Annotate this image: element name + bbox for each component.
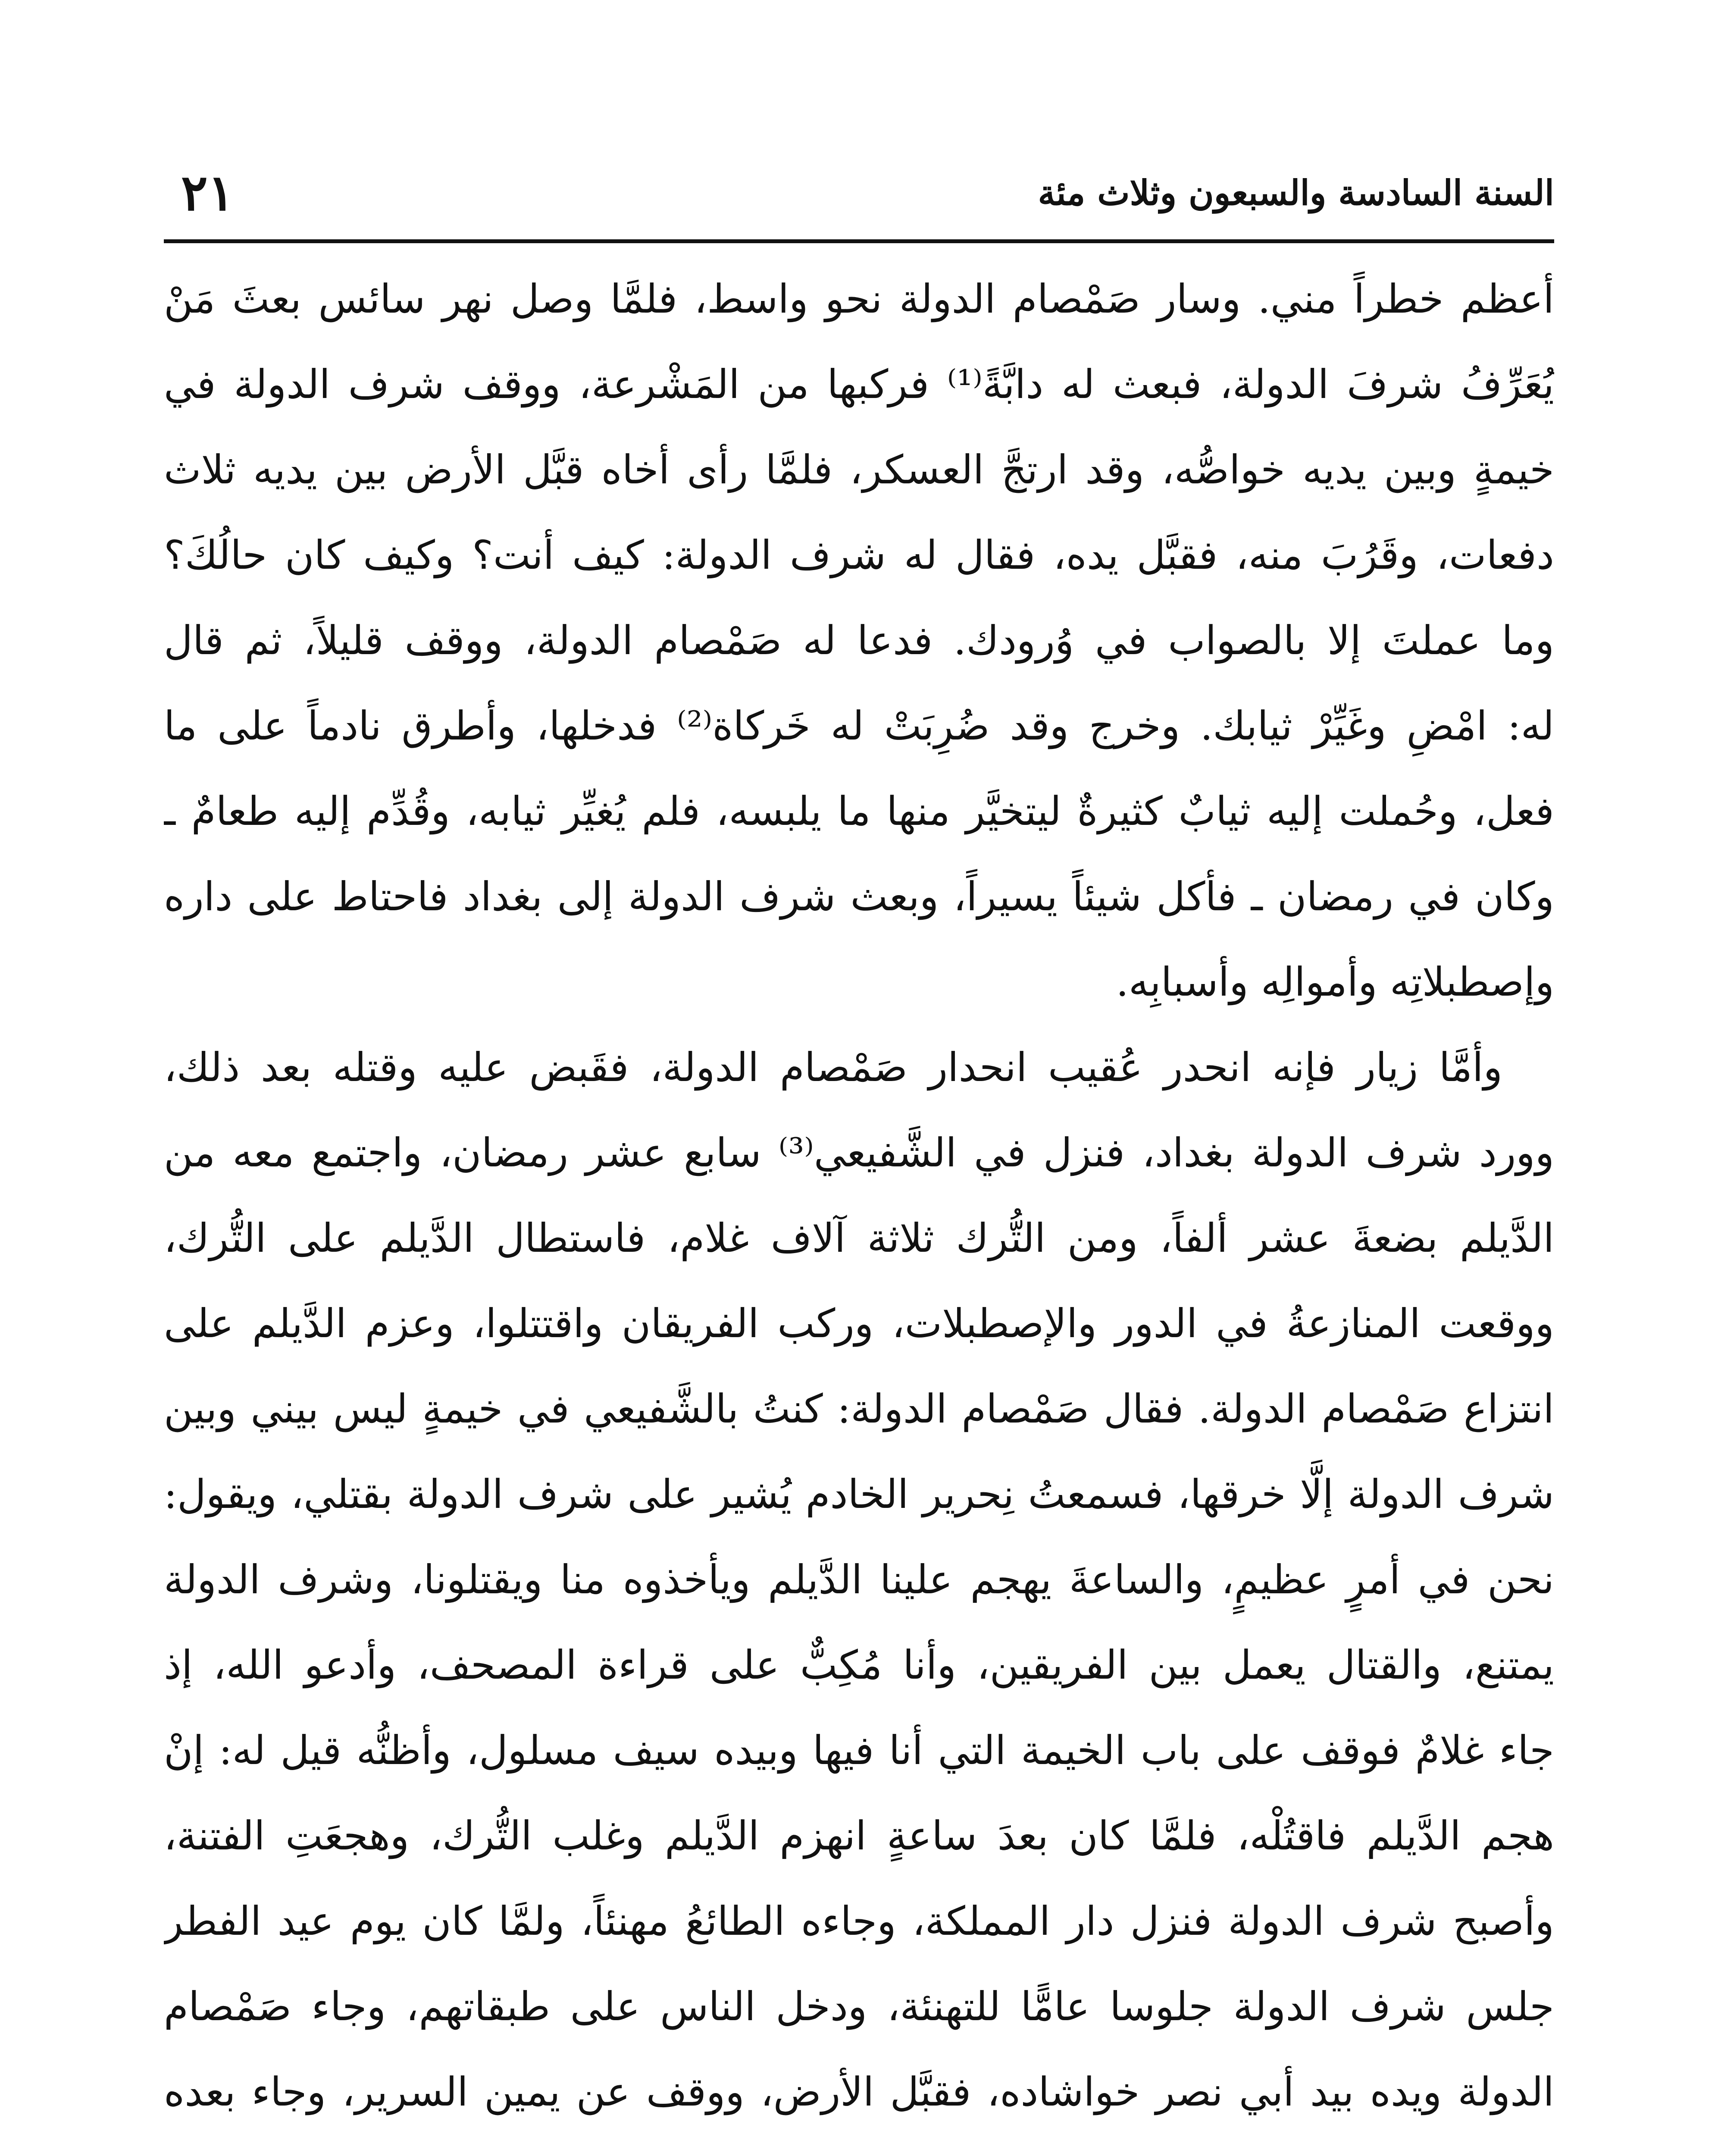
text-line: أعظم خطراً مني. وسار صَمْصام الدولة نحو واسط، فلمَّا وصل نهر سائس بعثَ مَنْ: [164, 276, 1554, 322]
text-line: جلس شرف الدولة جلوسا عامًّا للتهنئة، ودخل الناس على طبقاتهم، وجاء صَمْصام: [164, 1984, 1554, 2030]
text-line: فعل، وحُملت إليه ثيابٌ كثيرةٌ ليتخيَّر منها ما يلبسه، فلم يُغيِّر ثيابه، وقُدِّم إليه طعامٌ ـ: [164, 788, 1554, 834]
text-line: وأصبح شرف الدولة فنزل دار المملكة، وجاءه الطائعُ مهنئاً، ولمَّا كان يوم عيد الفطر: [164, 1898, 1554, 1944]
text-line: يُعَرِّفُ شرفَ الدولة، فبعث له دابَّةً⁽¹⁾ فركبها من المَشْرعة، ووقف شرف الدولة في: [164, 361, 1554, 407]
paragraph-1: [164, 257, 1554, 1025]
text-line: ووقعت المنازعةُ في الدور والإصطبلات، وركب الفريقان واقتتلوا، وعزم الدَّيلم على: [164, 1300, 1554, 1347]
text-line: له: امْضِ وغَيِّرْ ثيابك. وخرج وقد ضُرِبَتْ له خَركاة⁽²⁾ فدخلها، وأطرق نادماً على ما: [164, 703, 1554, 749]
text-line: الدولة ويده بيد أبي نصر خواشاده، فقبَّل الأرض، ووقف عن يمين السرير، وجاء بعده: [164, 2069, 1554, 2115]
page-number: ٢١: [181, 164, 235, 222]
text-line: دفعات، وقَرُبَ منه، فقبَّل يده، فقال له شرف الدولة: كيف أنت؟ وكيف كان حالُكَ؟: [164, 532, 1554, 578]
text-line: نحن في أمرٍ عظيمٍ، والساعةَ يهجم علينا الدَّيلم ويأخذوه منا ويقتلونا، وشرف الدولة: [164, 1557, 1554, 1603]
text-line: وكان في رمضان ـ فأكل شيئاً يسيراً، وبعث شرف الدولة إلى بغداد فاحتاط على داره: [164, 874, 1554, 920]
text-line: شرف الدولة إلَّا خرقها، فسمعتُ نِحرير الخادم يُشير على شرف الدولة بقتلي، ويقول:: [164, 1471, 1554, 1517]
header-rule: [164, 239, 1554, 243]
text-line: وورد شرف الدولة بغداد، فنزل في الشَّفيعي⁽³⁾ سابع عشر رمضان، واجتمع معه من: [164, 1130, 1554, 1176]
text-line: جاء غلامٌ فوقف على باب الخيمة التي أنا فيها وبيده سيف مسلول، وأظنُّه قيل له: إنْ: [164, 1727, 1554, 1774]
text-line: يمتنع، والقتال يعمل بين الفريقين، وأنا مُكِبٌّ على قراءة المصحف، وأدعو الله، إذ: [164, 1642, 1554, 1688]
text-line: الدَّيلم بضعةَ عشر ألفاً، ومن التُّرك ثلاثة آلاف غلام، فاستطال الدَّيلم على التُّرك،: [164, 1215, 1554, 1261]
text-line: وما عملتَ إلا بالصواب في وُرودك. فدعا له صَمْصام الدولة، ووقف قليلاً، ثم قال: [164, 617, 1554, 664]
text-line: خيمةٍ وبين يديه خواصُّه، وقد ارتجَّ العسكر، فلمَّا رأى أخاه قبَّل الأرض بين يديه ثلاث: [164, 447, 1554, 493]
text-line: وإصطبلاتِه وأموالِه وأسبابِه.: [1116, 959, 1554, 1005]
running-title: السنة السادسة والسبعون وثلاث مئة: [1038, 172, 1554, 213]
text-line: انتزاع صَمْصام الدولة. فقال صَمْصام الدولة: كنتُ بالشَّفيعي في خيمةٍ ليس بيني وبين: [164, 1386, 1554, 1432]
paragraph-2: [164, 1025, 1554, 2135]
text-line: هجم الدَّيلم فاقتُلْه، فلمَّا كان بعدَ ساعةٍ انهزم الدَّيلم وغلب التُّرك، وهجعَتِ الفتنة،: [164, 1813, 1554, 1859]
text-line: وأمَّا زيار فإنه انحدر عُقيب انحدار صَمْصام الدولة، فقَبض عليه وقتله بعد ذلك،: [164, 1044, 1502, 1091]
page-header: [164, 164, 1554, 237]
body-text: [164, 257, 1554, 2135]
